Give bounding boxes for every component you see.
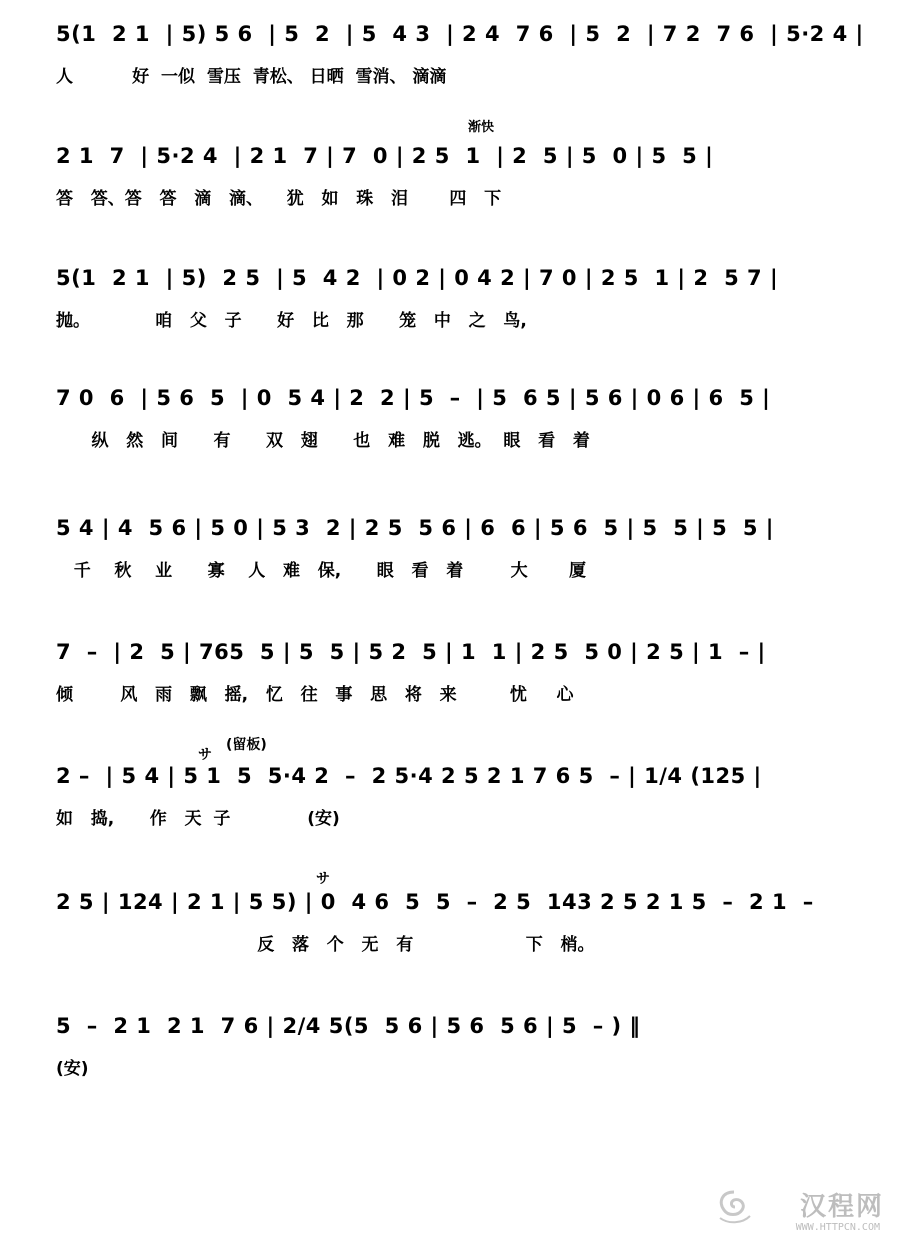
notation-text: 2 – | 5 4 | 5 1 5 5·4 2 – 2 5·4 2 5 2 1 7 6 5 – | 1/4 (125 | xyxy=(56,764,762,788)
swirl-logo-icon xyxy=(714,1188,754,1228)
notation-line xyxy=(56,886,856,920)
free-meter-mark: サ xyxy=(316,871,330,887)
lyrics-line xyxy=(56,426,856,456)
lyrics-text: 如 捣, 作 天 子 (安) xyxy=(56,809,340,829)
lyrics-line xyxy=(56,306,856,336)
notation-line xyxy=(56,1010,856,1044)
score-system-9 xyxy=(56,1010,856,1084)
score-system-7 xyxy=(56,760,856,834)
score-system-2 xyxy=(56,140,856,214)
notation-text: 5(1 2 1 | 5) 5 6 | 5 2 | 5 4 3 | 2 4 7 6 | 5 2 | 7 2 7 6 | 5·2 4 | xyxy=(56,22,864,46)
score-system-5 xyxy=(56,512,856,586)
notation-text: 2 5 | 124 | 2 1 | 5 5) | 0 4 6 5 5 – 2 5 143 2 5 2 1 5 – 2 1 – xyxy=(56,890,814,914)
liuban-mark: (留板) xyxy=(226,737,267,753)
notation-text: 7 0 6 | 5 6 5 | 0 5 4 | 2 2 | 5 – | 5 6 5 | 5 6 | 0 6 | 6 5 | xyxy=(56,386,771,410)
notation-line xyxy=(56,18,864,52)
lyrics-text: 抛。 咱 父 子 好 比 那 笼 中 之 鸟, xyxy=(56,311,527,331)
notation-line xyxy=(56,382,856,416)
score-system-3 xyxy=(56,262,856,336)
notation-text: 5 – 2 1 2 1 7 6 | 2/4 5(5 5 6 | 5 6 5 6 | 5 – ) ‖ xyxy=(56,1014,641,1038)
lyrics-text: 千 秋 业 寡 人 难 保, 眼 看 着 大 厦 xyxy=(56,561,587,581)
lyrics-text: 反 落 个 无 有 下 梢。 xyxy=(56,935,595,955)
lyrics-line xyxy=(56,930,856,960)
notation-line xyxy=(56,140,856,174)
lyrics-text: 倾 风 雨 飘 摇, 忆 往 事 思 将 来 忧 心 xyxy=(56,685,574,705)
site-watermark xyxy=(714,1182,884,1242)
lyrics-line xyxy=(56,1054,856,1084)
lyrics-text: 纵 然 间 有 双 翅 也 难 脱 逃。 眼 看 着 xyxy=(56,431,590,451)
lyrics-text: 答 答、答 答 滴 滴、 犹 如 珠 泪 四 下 xyxy=(56,189,502,209)
lyrics-line xyxy=(56,804,856,834)
lyrics-line xyxy=(56,680,856,710)
notation-line xyxy=(56,760,856,794)
notation-text: 7 – | 2 5 | 765 5 | 5 5 | 5 2 5 | 1 1 | 2 5 5 0 | 2 5 | 1 – | xyxy=(56,640,766,664)
notation-line xyxy=(56,512,856,546)
notation-line xyxy=(56,636,856,670)
lyrics-line xyxy=(56,556,856,586)
lyrics-line xyxy=(56,62,856,92)
score-system-6 xyxy=(56,636,856,710)
watermark-url: WWW.HTTPCN.COM xyxy=(795,1222,880,1233)
score-system-4 xyxy=(56,382,856,456)
tempo-mark: 渐快 xyxy=(468,120,495,135)
lyrics-line xyxy=(56,184,856,214)
notation-line xyxy=(56,262,856,296)
free-meter-mark: サ xyxy=(198,747,212,763)
notation-text: 2 1 7 | 5·2 4 | 2 1 7 | 7 0 | 2 5 1 | 2 5 | 5 0 | 5 5 | xyxy=(56,144,714,168)
lyrics-text: 人 好 一似 雪压 青松、 日晒 雪消、 滴滴 xyxy=(56,67,447,87)
notation-text: 5(1 2 1 | 5) 2 5 | 5 4 2 | 0 2 | 0 4 2 | 7 0 | 2 5 1 | 2 5 7 | xyxy=(56,266,779,290)
watermark-text: 汉程网 xyxy=(799,1192,884,1222)
lyrics-text: (安) xyxy=(56,1059,89,1079)
score-system-1 xyxy=(56,18,864,92)
notation-text: 5 4 | 4 5 6 | 5 0 | 5 3 2 | 2 5 5 6 | 6 6 | 5 6 5 | 5 5 | 5 5 | xyxy=(56,516,774,540)
score-system-8 xyxy=(56,886,856,960)
